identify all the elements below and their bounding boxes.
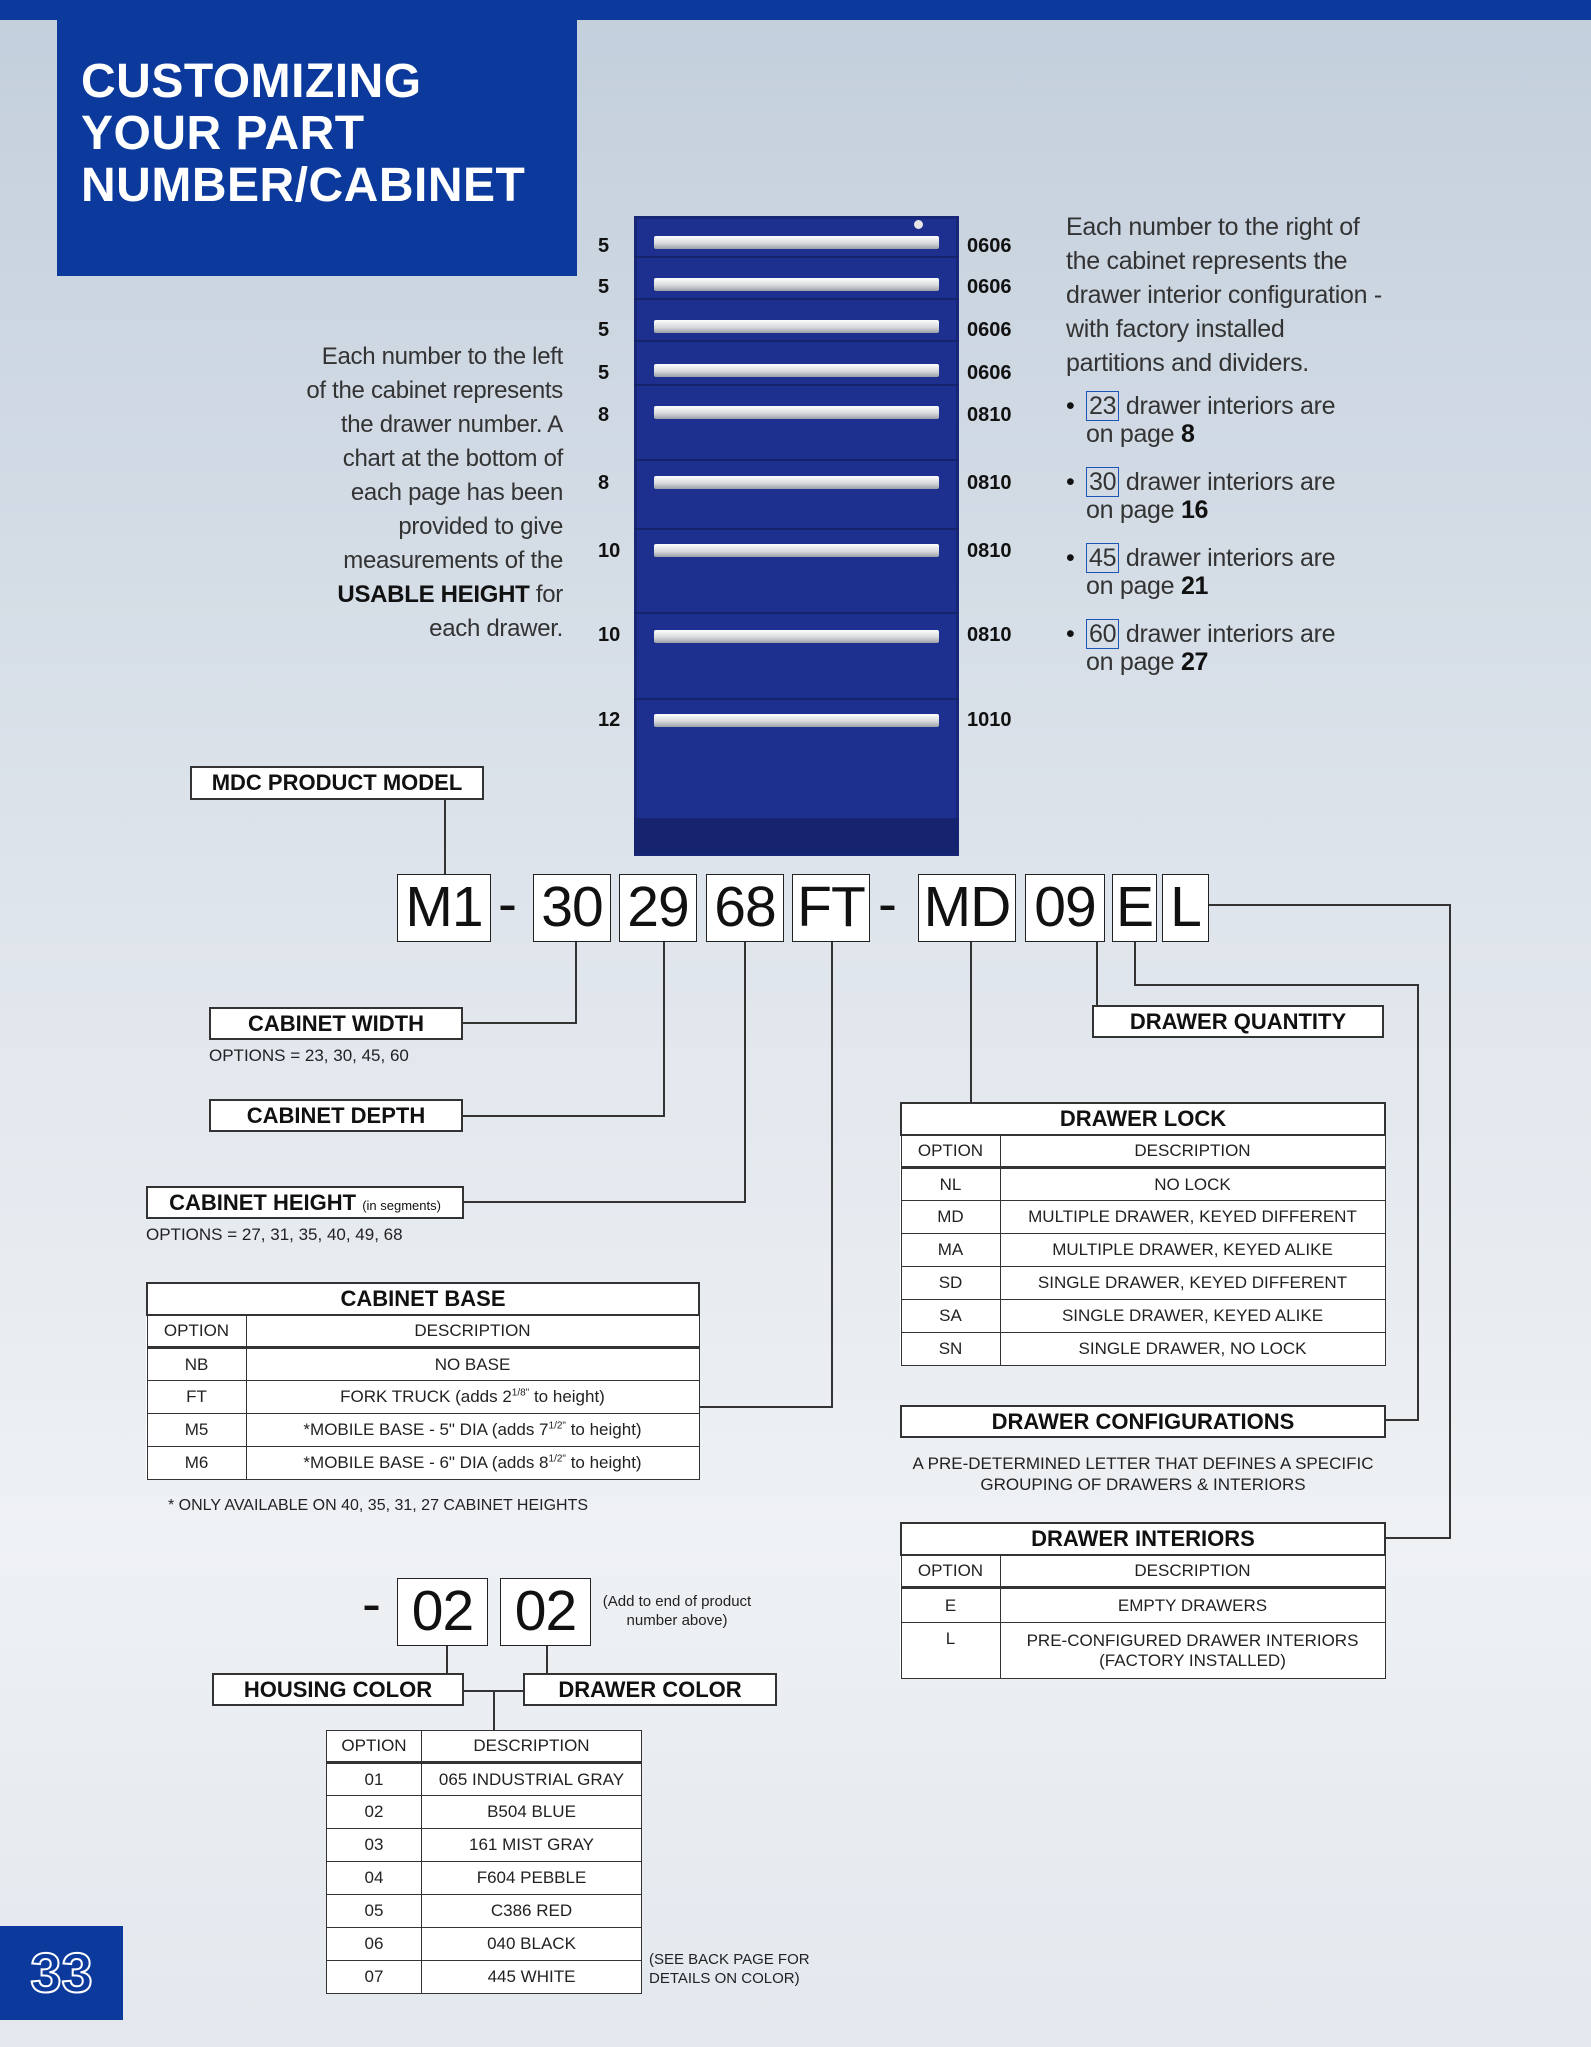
cabinet-width-number: 30	[1086, 467, 1119, 497]
table-row	[327, 1829, 642, 1862]
table-title: CABINET BASE	[147, 1283, 699, 1315]
description-cell: SINGLE DRAWER, NO LOCK	[1000, 1333, 1385, 1366]
drawer-handle	[654, 320, 939, 333]
table-title: DRAWER LOCK	[901, 1103, 1385, 1135]
table-header-row	[901, 1135, 1385, 1168]
column-header: OPTION	[901, 1135, 1000, 1168]
description-cell: MULTIPLE DRAWER, KEYED ALIKE	[1000, 1234, 1385, 1267]
drawer-number: 10	[598, 540, 621, 562]
option-cell: SD	[901, 1267, 1000, 1300]
drawer-divider	[634, 298, 959, 300]
part-lock-box: MD	[918, 874, 1016, 942]
option-cell: SN	[901, 1333, 1000, 1366]
table-row	[901, 1234, 1385, 1267]
bullet-page-number: 27	[1180, 648, 1209, 676]
cabinet-base-table	[146, 1282, 700, 1480]
note-line: number above)	[626, 1612, 728, 1629]
part-dash: -	[498, 872, 517, 936]
drawer-number: 10	[598, 624, 621, 646]
cabinet-height-text: CABINET HEIGHT	[169, 1190, 357, 1215]
color-dash: -	[362, 1572, 381, 1636]
drawer-number: 5	[598, 362, 610, 384]
connector-line	[1384, 1537, 1451, 1539]
description-text: to height)	[565, 1453, 642, 1472]
connector-line	[744, 942, 746, 1202]
option-cell: 05	[327, 1895, 422, 1928]
housing-color-label: HOUSING COLOR	[212, 1673, 464, 1706]
color-table-note	[649, 1950, 810, 1988]
option-cell: NL	[901, 1168, 1000, 1201]
column-header: OPTION	[327, 1731, 422, 1763]
description-cell: 445 WHITE	[422, 1961, 642, 1994]
bullet-text: drawer interiors are	[1125, 620, 1336, 648]
bullet-text: drawer interiors are	[1125, 544, 1336, 572]
table-row	[901, 1201, 1385, 1234]
table-row	[901, 1588, 1385, 1623]
bullet-text: drawer interiors are	[1125, 392, 1336, 420]
description-cell: SINGLE DRAWER, KEYED DIFFERENT	[1000, 1267, 1385, 1300]
drawer-handle	[654, 630, 939, 643]
column-header: OPTION	[147, 1315, 246, 1348]
drawer-divider	[634, 340, 959, 342]
drawer-number: 8	[598, 472, 610, 494]
option-cell: M6	[147, 1447, 246, 1480]
connector-line	[1384, 1419, 1419, 1421]
bullet-text: drawer interiors are	[1125, 468, 1336, 496]
title-line-2: YOUR PART	[81, 107, 365, 160]
bullet-page-number: 21	[1180, 572, 1209, 600]
description-text: *MOBILE BASE - 6" DIA (adds 8	[303, 1453, 549, 1472]
left-description-bold: USABLE HEIGHT	[337, 581, 530, 608]
drawer-handle	[654, 406, 939, 419]
cabinet-base-illustration	[634, 818, 959, 854]
bullet-icon: •	[1066, 392, 1075, 420]
fraction-superscript: 1/2"	[548, 1453, 566, 1465]
description-text: to height)	[565, 1420, 642, 1439]
option-cell: 03	[327, 1829, 422, 1862]
drawer-configurations-desc-line: A PRE-DETERMINED LETTER THAT DEFINES A SPECIFIC	[912, 1454, 1374, 1473]
part-base-box: FT	[792, 874, 870, 942]
option-cell: 02	[327, 1796, 422, 1829]
drawer-number: 5	[598, 276, 610, 298]
page-number: 33	[0, 1926, 123, 2020]
description-cell	[246, 1447, 699, 1480]
title-line-1: CUSTOMIZING	[81, 55, 422, 108]
option-cell: FT	[147, 1381, 246, 1414]
table-header-row	[147, 1315, 699, 1348]
table-row	[327, 1763, 642, 1796]
option-cell: 07	[327, 1961, 422, 1994]
connector-line	[831, 942, 833, 1408]
connector-line	[444, 798, 446, 876]
description-cell: 040 BLACK	[422, 1928, 642, 1961]
note-line: (Add to end of product	[602, 1593, 752, 1610]
cabinet-base-footnote: * ONLY AVAILABLE ON 40, 35, 31, 27 CABINET HEIGHTS	[168, 1497, 589, 1514]
title-line-3: NUMBER/CABINET	[81, 159, 526, 212]
cabinet-illustration	[634, 216, 959, 856]
drawer-divider	[634, 612, 959, 614]
bullet-page-prefix: on page	[1086, 648, 1175, 676]
table-header-row	[327, 1731, 642, 1763]
drawer-color-box: 02	[500, 1578, 591, 1646]
description-cell	[246, 1414, 699, 1447]
description-cell: NO BASE	[246, 1348, 699, 1381]
option-cell: M5	[147, 1414, 246, 1447]
drawer-config-number: 1010	[967, 709, 1012, 731]
table-row	[327, 1928, 642, 1961]
connector-line	[462, 1115, 665, 1117]
connector-line	[575, 942, 577, 1024]
drawer-configurations-desc-line: GROUPING OF DRAWERS & INTERIORS	[980, 1475, 1306, 1494]
part-depth-box: 29	[619, 874, 697, 942]
table-row	[901, 1168, 1385, 1201]
description-text: FORK TRUCK (adds 2	[340, 1387, 512, 1406]
list-item	[1066, 392, 1386, 448]
table-row	[147, 1414, 699, 1447]
drawer-lock-table	[900, 1102, 1386, 1366]
bullet-icon: •	[1066, 468, 1075, 496]
top-bar	[0, 0, 1591, 20]
connector-line	[1449, 904, 1451, 1538]
note-line: DETAILS ON COLOR)	[649, 1970, 800, 1987]
table-row	[327, 1862, 642, 1895]
connector-line	[1417, 984, 1419, 1420]
option-cell: NB	[147, 1348, 246, 1381]
part-quantity-box: 09	[1025, 874, 1105, 942]
part-width-box: 30	[533, 874, 611, 942]
option-cell: MA	[901, 1234, 1000, 1267]
table-header-row	[901, 1555, 1385, 1588]
description-cell	[1000, 1623, 1385, 1679]
drawer-config-number: 0606	[967, 276, 1012, 298]
column-header: DESCRIPTION	[246, 1315, 699, 1348]
table-row	[147, 1348, 699, 1381]
part-config-box: E	[1112, 874, 1157, 942]
drawer-divider	[634, 698, 959, 700]
column-header: OPTION	[901, 1555, 1000, 1588]
description-cell: B504 BLUE	[422, 1796, 642, 1829]
color-table	[326, 1730, 642, 1994]
option-cell: 06	[327, 1928, 422, 1961]
page-title	[57, 20, 577, 276]
description-line: PRE-CONFIGURED DRAWER INTERIORS	[1026, 1630, 1359, 1650]
connector-line	[462, 1201, 746, 1203]
description-cell: 161 MIST GRAY	[422, 1829, 642, 1862]
drawer-handle	[654, 278, 939, 291]
cabinet-height-options: OPTIONS = 27, 31, 35, 40, 49, 68	[146, 1225, 403, 1244]
list-item	[1066, 468, 1386, 524]
option-cell: 04	[327, 1862, 422, 1895]
drawer-handle	[654, 714, 939, 727]
drawer-number: 12	[598, 709, 621, 731]
option-cell: MD	[901, 1201, 1000, 1234]
table-row	[147, 1447, 699, 1480]
interior-bullet-list	[1066, 392, 1386, 696]
bullet-page-number: 8	[1180, 420, 1195, 448]
drawer-handle	[654, 236, 939, 249]
cabinet-height-suffix: (in segments)	[362, 1198, 441, 1213]
column-header: DESCRIPTION	[422, 1731, 642, 1763]
drawer-divider	[634, 384, 959, 386]
drawer-config-number: 0810	[967, 404, 1012, 426]
option-cell: 01	[327, 1763, 422, 1796]
connector-line	[1209, 904, 1451, 906]
drawer-config-number: 0606	[967, 319, 1012, 341]
description-text: to height)	[529, 1387, 605, 1406]
drawer-divider	[634, 528, 959, 530]
connector-line	[462, 1022, 577, 1024]
connector-line	[493, 1690, 495, 1732]
housing-color-box: 02	[397, 1578, 488, 1646]
table-row	[147, 1381, 699, 1414]
option-cell: E	[901, 1588, 1000, 1623]
connector-line	[698, 1406, 833, 1408]
table-row	[327, 1961, 642, 1994]
cabinet-width-number: 23	[1086, 391, 1119, 421]
connector-line	[1134, 984, 1419, 986]
description-cell: MULTIPLE DRAWER, KEYED DIFFERENT	[1000, 1201, 1385, 1234]
description-cell: SINGLE DRAWER, KEYED ALIKE	[1000, 1300, 1385, 1333]
option-cell: SA	[901, 1300, 1000, 1333]
left-description-intro: Each number to the left of the cabinet represents the drawer number. A chart at the bottom of each page has been provided to give measurements of the	[306, 343, 563, 574]
bullet-page-prefix: on page	[1086, 572, 1175, 600]
drawer-handle	[654, 544, 939, 557]
column-header: DESCRIPTION	[1000, 1555, 1385, 1588]
part-interiors-box: L	[1162, 874, 1209, 942]
connector-line	[663, 942, 665, 1116]
description-line: (FACTORY INSTALLED)	[1099, 1650, 1286, 1670]
drawer-handle	[654, 364, 939, 377]
column-header: DESCRIPTION	[1000, 1135, 1385, 1168]
description-cell: F604 PEBBLE	[422, 1862, 642, 1895]
left-description-outro: for each drawer.	[429, 581, 563, 642]
connector-line	[546, 1646, 548, 1674]
cabinet-width-options: OPTIONS = 23, 30, 45, 60	[209, 1046, 409, 1065]
fraction-superscript: 1/8"	[511, 1387, 530, 1399]
drawer-quantity-label: DRAWER QUANTITY	[1092, 1005, 1384, 1038]
connector-line	[1134, 942, 1136, 985]
list-item	[1066, 620, 1386, 676]
description-cell: C386 RED	[422, 1895, 642, 1928]
connector-line	[446, 1646, 448, 1674]
description-cell: EMPTY DRAWERS	[1000, 1588, 1385, 1623]
connector-line	[970, 942, 972, 1102]
table-row	[901, 1333, 1385, 1366]
description-cell: 065 INDUSTRIAL GRAY	[422, 1763, 642, 1796]
drawer-number: 8	[598, 404, 610, 426]
right-description: Each number to the right of the cabinet represents the drawer interior configuration - with factory installed partitions and dividers.	[1066, 213, 1382, 377]
table-title: DRAWER INTERIORS	[901, 1523, 1385, 1555]
drawer-handle	[654, 476, 939, 489]
part-model-box: M1	[397, 874, 491, 942]
table-row	[901, 1300, 1385, 1333]
cabinet-width-label: CABINET WIDTH	[209, 1007, 463, 1040]
bullet-page-prefix: on page	[1086, 496, 1175, 524]
drawer-number: 5	[598, 319, 610, 341]
table-row	[901, 1267, 1385, 1300]
cabinet-width-number: 45	[1086, 543, 1119, 573]
left-description	[300, 340, 563, 646]
table-row	[901, 1623, 1385, 1679]
drawer-config-number: 0810	[967, 472, 1012, 494]
part-height-box: 68	[706, 874, 784, 942]
bullet-page-number: 16	[1180, 496, 1209, 524]
part-dash: -	[878, 872, 897, 936]
fraction-superscript: 1/2"	[548, 1420, 566, 1432]
drawer-interiors-table	[900, 1522, 1386, 1679]
bullet-page-prefix: on page	[1086, 420, 1175, 448]
cabinet-depth-label: CABINET DEPTH	[209, 1099, 463, 1132]
description-text: *MOBILE BASE - 5" DIA (adds 7	[303, 1420, 549, 1439]
drawer-number: 5	[598, 235, 610, 257]
table-row	[327, 1796, 642, 1829]
description-cell: NO LOCK	[1000, 1168, 1385, 1201]
bullet-icon: •	[1066, 620, 1075, 648]
drawer-color-label: DRAWER COLOR	[523, 1673, 777, 1706]
cabinet-height-label	[146, 1186, 464, 1219]
drawer-divider	[634, 256, 959, 258]
table-row	[327, 1895, 642, 1928]
drawer-config-number: 0810	[967, 540, 1012, 562]
connector-line	[1096, 942, 1098, 1005]
product-model-label: MDC PRODUCT MODEL	[190, 766, 484, 800]
cabinet-width-number: 60	[1086, 619, 1119, 649]
drawer-config-number: 0606	[967, 235, 1012, 257]
drawer-config-number: 0606	[967, 362, 1012, 384]
list-item	[1066, 544, 1386, 600]
drawer-config-number: 0810	[967, 624, 1012, 646]
drawer-configurations-label: DRAWER CONFIGURATIONS	[900, 1405, 1386, 1438]
description-cell	[246, 1381, 699, 1414]
lock-icon	[914, 220, 923, 229]
drawer-configurations-description	[900, 1453, 1386, 1495]
drawer-divider	[634, 459, 959, 461]
option-cell: L	[901, 1623, 1000, 1679]
note-line: (SEE BACK PAGE FOR	[649, 1951, 810, 1968]
color-suffix-note	[596, 1592, 758, 1630]
bullet-icon: •	[1066, 544, 1075, 572]
